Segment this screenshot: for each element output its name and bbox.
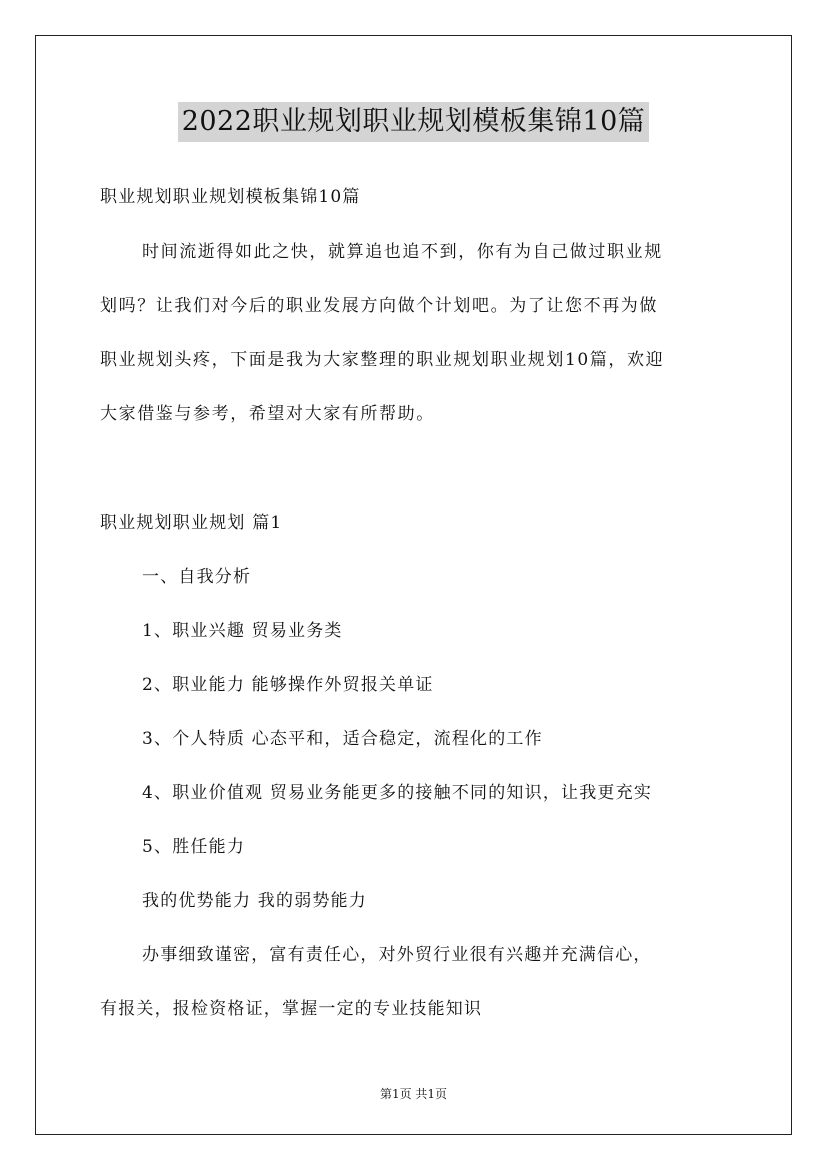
intro-line: 划吗？让我们对今后的职业发展方向做个计划吧。为了让您不再为做 [100,296,658,316]
closing-line: 有报关，报检资格证，掌握一定的专业技能知识 [100,999,483,1019]
list-item: 一、自我分析 [142,567,252,587]
list-item: 1、职业兴趣 贸易业务类 [142,621,343,641]
list-item: 5、胜任能力 [142,837,246,857]
page-footer: 第1页 共1页 [379,1087,448,1101]
document-subtitle: 职业规划职业规划模板集锦10篇 [100,187,361,207]
closing-line: 办事细致谨密，富有责任心，对外贸行业很有兴趣并充满信心， [142,945,652,965]
list-item: 4、职业价值观 贸易业务能更多的接触不同的知识，让我更充实 [142,783,653,803]
list-item: 3、个人特质 心态平和，适合稳定，流程化的工作 [142,729,543,749]
list-item: 2、职业能力 能够操作外贸报关单证 [142,675,434,695]
intro-line: 时间流逝得如此之快，就算追也追不到，你有为自己做过职业规 [142,242,663,262]
intro-line: 职业规划头疼，下面是我为大家整理的职业规划职业规划10篇，欢迎 [100,350,665,370]
document-title: 2022职业规划职业规划模板集锦10篇 [178,102,650,142]
intro-line: 大家借鉴与参考，希望对大家有所帮助。 [100,404,435,424]
list-item: 我的优势能力 我的弱势能力 [142,891,368,911]
section-heading: 职业规划职业规划 篇1 [100,513,283,533]
title-container [0,102,827,142]
